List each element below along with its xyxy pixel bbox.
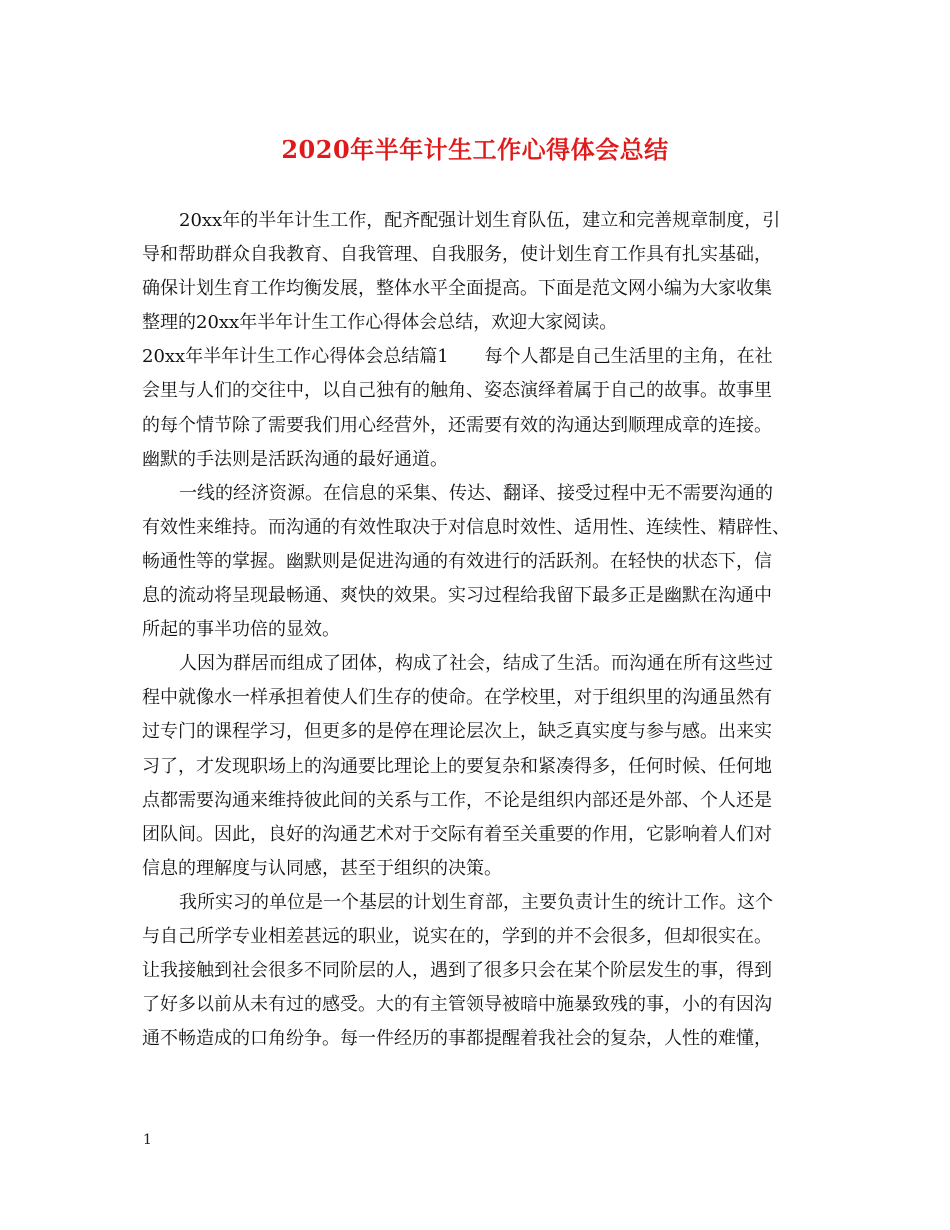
text-line: 导和帮助群众自我教育、自我管理、自我服务，使计划生育工作具有扎实基础，: [142, 244, 772, 266]
text-line: 点都需要沟通来维持彼此间的关系与工作，不论是组织内部还是外部、个人还是: [142, 789, 772, 811]
text-line: 通不畅造成的口角纷争。每一件经历的事都提醒着我社会的复杂，人性的难懂，: [142, 1028, 772, 1050]
text-line: 人因为群居而组成了团体，构成了社会，结成了生活。而沟通在所有这些过: [179, 653, 773, 675]
text-line: 让我接触到社会很多不同阶层的人，遇到了很多只会在某个阶层发生的事，得到: [142, 960, 772, 982]
page-number: 1: [143, 1132, 152, 1148]
text-line: 所起的事半功倍的显效。: [142, 619, 340, 641]
text-line: 的每个情节除了需要我们用心经营外，还需要有效的沟通达到顺理成章的连接。: [142, 414, 772, 436]
text-line: 息的流动将呈现最畅通、爽快的效果。实习过程给我留下最多正是幽默在沟通中: [142, 585, 772, 607]
text-line: 我所实习的单位是一个基层的计划生育部，主要负责计生的统计工作。这个: [179, 891, 773, 913]
text-line: 信息的理解度与认同感，甚至于组织的决策。: [142, 857, 502, 879]
text-line: 畅通性等的掌握。幽默则是促进沟通的有效进行的活跃剂。在轻快的状态下，信: [142, 550, 772, 572]
text-line: 幽默的手法则是活跃沟通的最好通道。: [142, 448, 448, 470]
document-body: [142, 204, 832, 1056]
text-line: 团队间。因此，良好的沟通艺术对于交际有着至关重要的作用，它影响着人们对: [142, 823, 772, 845]
text-line: 有效性来维持。而沟通的有效性取决于对信息时效性、适用性、连续性、精辟性、: [142, 516, 790, 538]
document-title: 2020年半年计生工作心得体会总结: [281, 135, 669, 164]
text-line: 程中就像水一样承担着使人们生存的使命。在学校里，对于组织里的沟通虽然有: [142, 687, 772, 709]
text-line: 过专门的课程学习，但更多的是停在理论层次上，缺乏真实度与参与感。出来实: [142, 721, 772, 743]
text-line: 与自己所学专业相差甚远的职业，说实在的，学到的并不会很多，但却很实在。: [142, 925, 772, 947]
text-line: 确保计划生育工作均衡发展，整体水平全面提高。下面是范文网小编为大家收集: [142, 278, 772, 300]
text-line: 习了，才发现职场上的沟通要比理论上的要复杂和紧凑得多，任何时候、任何地: [142, 755, 772, 777]
text-line: 会里与人们的交往中，以自己独有的触角、姿态演绎着属于自己的故事。故事里: [142, 380, 772, 402]
text-line: 20xx年的半年计生工作，配齐配强计划生育队伍，建立和完善规章制度，引: [179, 210, 781, 231]
text-line: 整理的20xx年半年计生工作心得体会总结，欢迎大家阅读。: [142, 312, 618, 334]
text-line: 了好多以前从未有过的感受。大的有主管领导被暗中施暴致残的事，小的有因沟: [142, 994, 772, 1016]
text-line: 20xx年半年计生工作心得体会总结篇1 每个人都是自己生活里的主角，在社: [142, 346, 773, 368]
text-line: 一线的经济资源。在信息的采集、传达、翻译、接受过程中无不需要沟通的: [179, 482, 773, 504]
